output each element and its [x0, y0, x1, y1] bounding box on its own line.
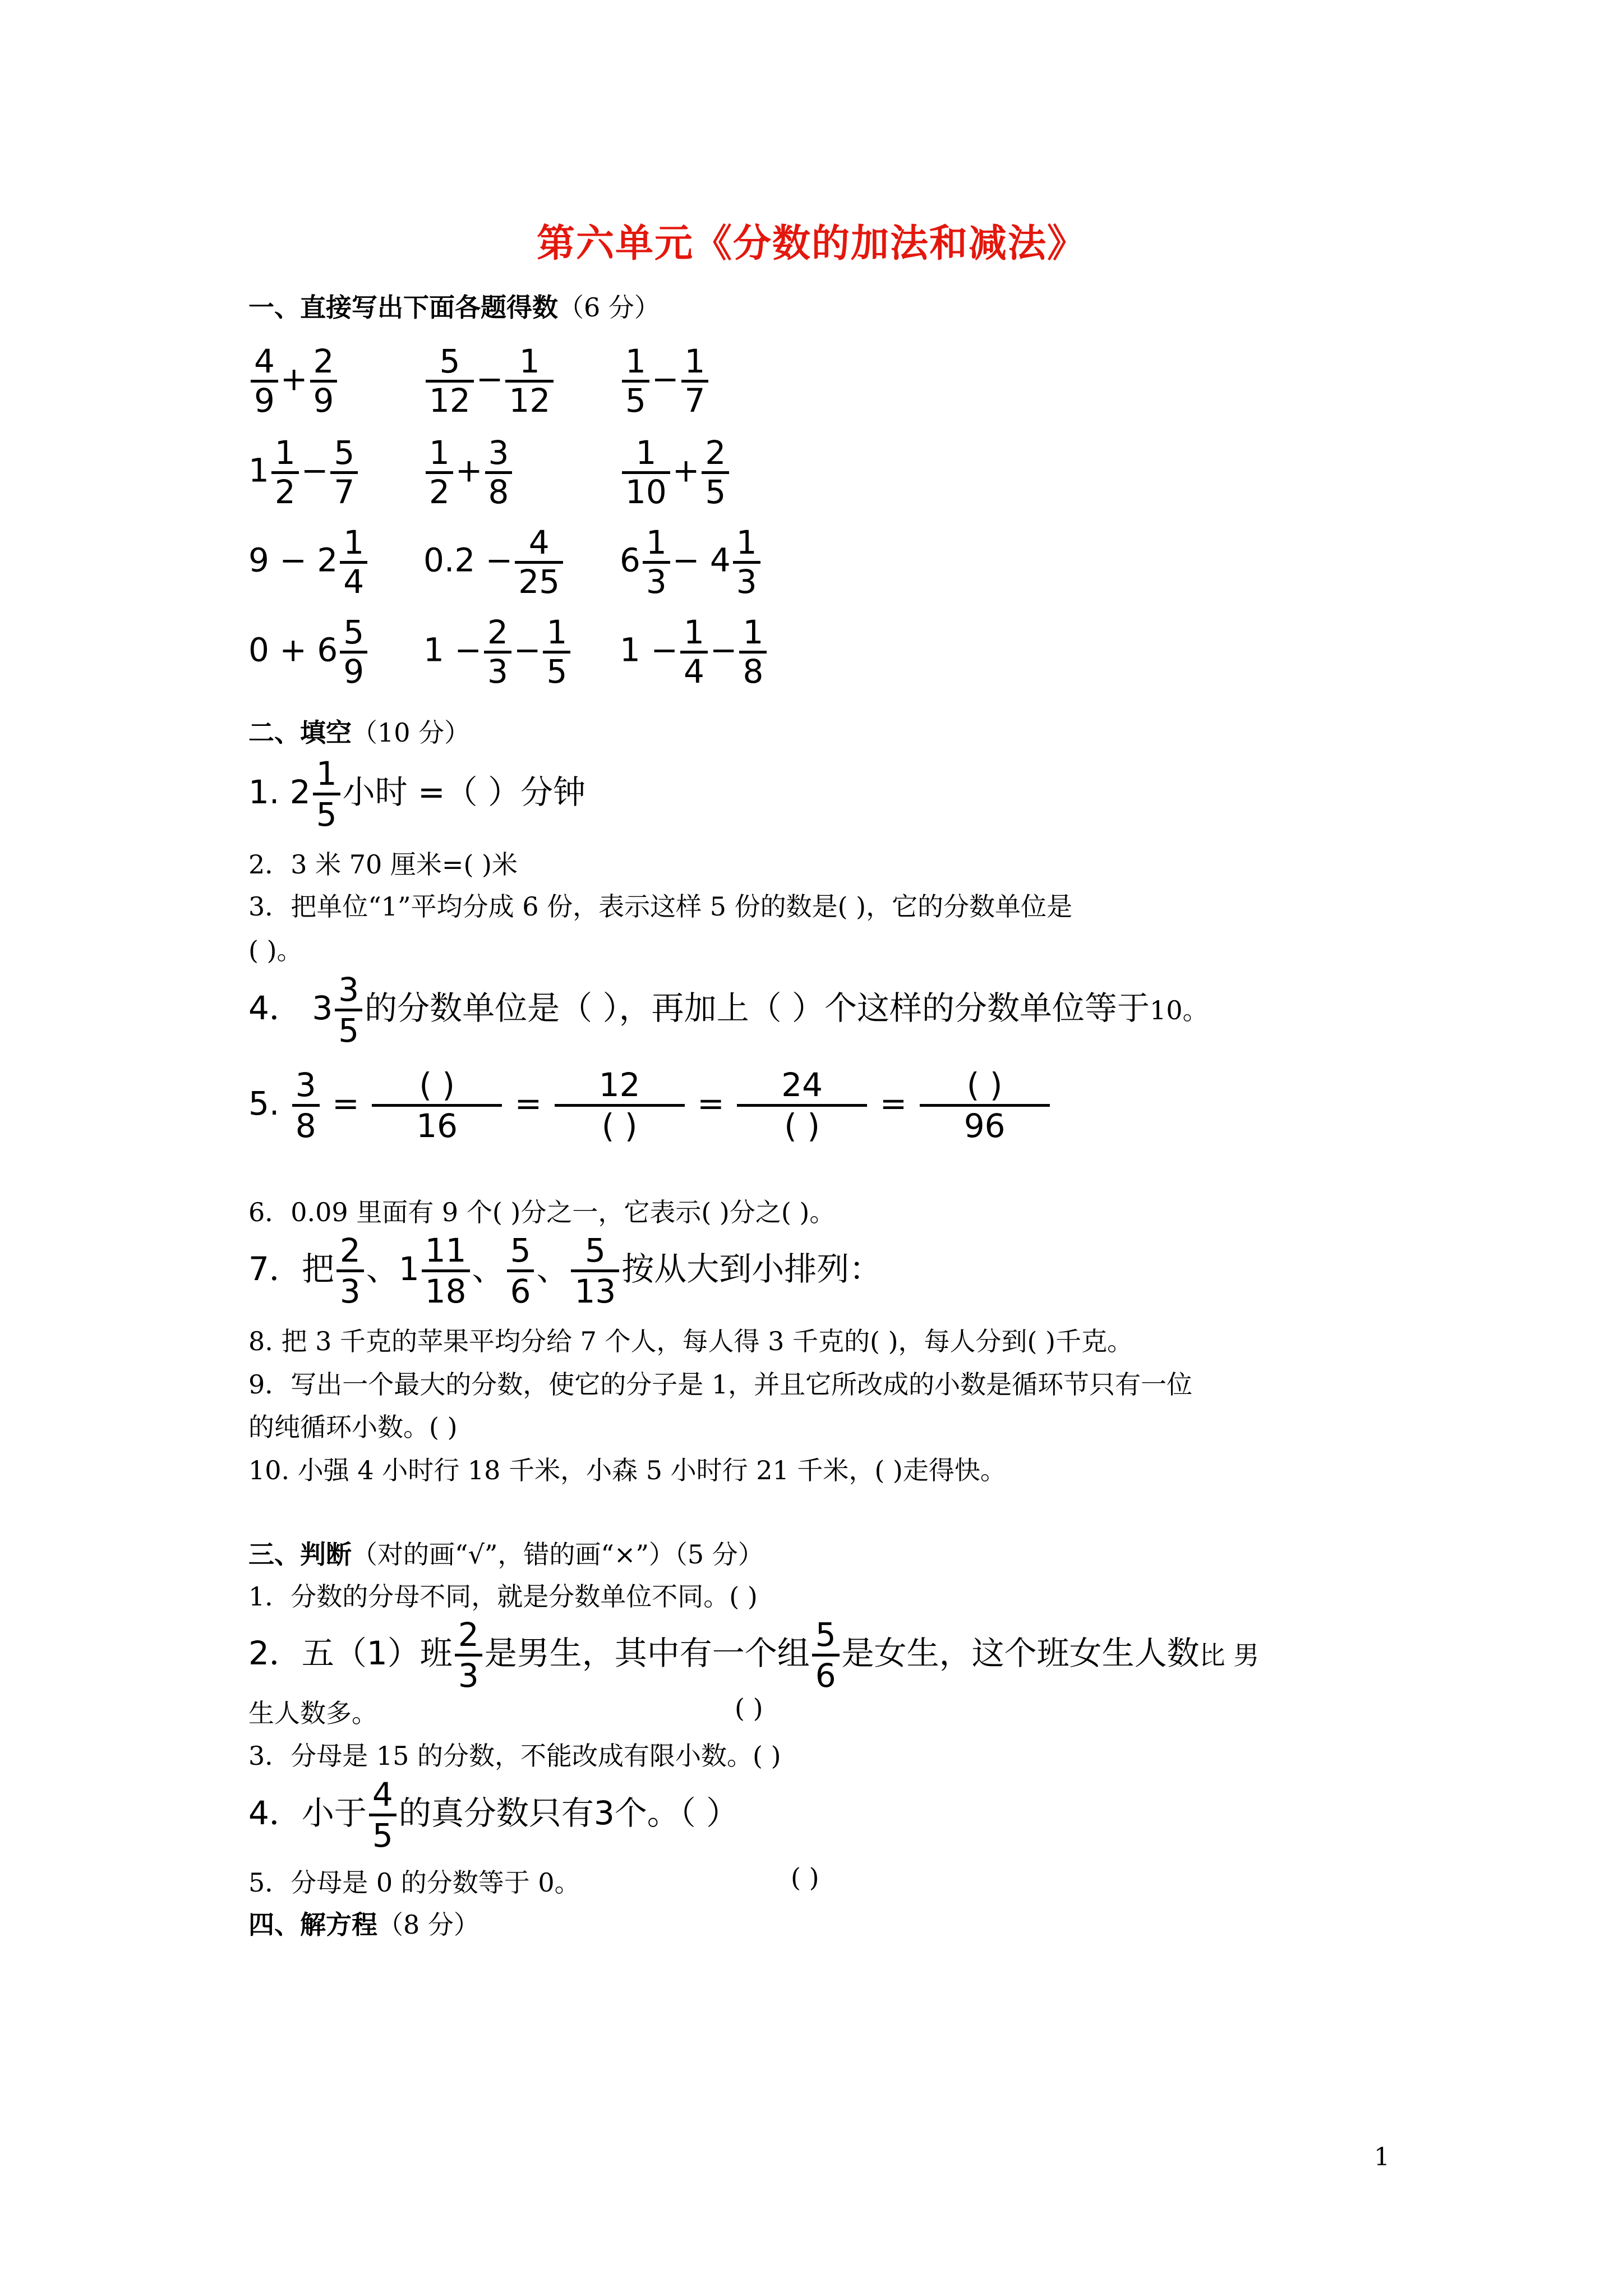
calc-item [423, 343, 556, 419]
fill-q4-post: 的分数单位是（ ），再加上（ ）个这样的分数单位等于 [365, 989, 1150, 1028]
fraction [484, 614, 511, 690]
section3-heading [248, 1534, 764, 1571]
fraction-numerator: 1 [313, 754, 340, 795]
calc-item [620, 435, 731, 510]
fraction-denominator: 25 [518, 562, 560, 601]
fraction [426, 343, 474, 419]
fill-q10: 10. 小强 4 小时行 18 千米，小森 5 小时行 21 千米，( )走得快。 [248, 1455, 1006, 1485]
fraction-numerator: 1 [340, 524, 367, 564]
fill-q5-fraction-a [372, 1066, 502, 1145]
fraction [505, 343, 554, 419]
fill-q7-fraction-3 [507, 1231, 534, 1311]
operator: − 4 [672, 541, 731, 579]
judge-q2-tail: 比 男 [1199, 1640, 1260, 1671]
calc-prefix: 1 − [423, 631, 482, 669]
calc-item [248, 614, 370, 690]
fraction-denominator: 4 [343, 562, 365, 601]
fraction-numerator: 1 [680, 614, 708, 654]
section4-heading [248, 1904, 479, 1941]
fraction-denominator: 12 [429, 381, 471, 420]
section1-heading [248, 287, 660, 324]
fraction-numerator: 5 [507, 1231, 534, 1272]
calc-prefix: 1 − [620, 631, 678, 669]
fraction-denominator: 5 [338, 1011, 359, 1050]
fill-q9-line1: 9．写出一个最大的分数，使它的分子是 1，并且它所改成的小数是循环节只有一位 [248, 1369, 1193, 1400]
fraction-denominator: 3 [487, 652, 508, 691]
fill-q5-fraction-given [292, 1066, 320, 1145]
calc-item [423, 435, 514, 510]
fill-q5-fraction-b [555, 1066, 685, 1145]
judge-q4-pre: 4．小于 [248, 1794, 367, 1833]
operator: − [513, 631, 541, 669]
fraction [426, 435, 453, 510]
calc-item [248, 524, 370, 600]
fraction-denominator: 6 [510, 1272, 531, 1311]
judge-q4-post: 的真分数只有3个。（ ） [398, 1794, 739, 1833]
list-separator: 、 [536, 1250, 569, 1289]
fraction-denominator: 4 [683, 652, 704, 691]
operator: + [672, 451, 700, 490]
fraction-numerator: 1 [622, 435, 670, 474]
fraction-denominator: 7 [684, 381, 706, 420]
fraction [271, 435, 299, 510]
section3-points: （对的画“√”，错的画“×”）（5 分） [352, 1539, 764, 1570]
fraction-numerator: ( ) [920, 1066, 1050, 1107]
fill-q4-pre: 4． 3 [248, 989, 333, 1028]
calc-item [423, 524, 565, 600]
fraction-numerator: 4 [369, 1775, 396, 1816]
fraction-denominator: 3 [339, 1272, 361, 1311]
judge-q2-blank: ( ) [735, 1693, 763, 1723]
fraction-denominator: 5 [372, 1816, 393, 1855]
fill-q7-post: 按从大到小排列： [621, 1250, 882, 1289]
equals-sign: = [514, 1084, 542, 1123]
calc-item [248, 343, 339, 419]
fraction [733, 524, 760, 600]
calc-prefix: 0 + 6 [248, 631, 338, 669]
fraction-numerator: 5 [571, 1231, 619, 1272]
fraction [340, 524, 367, 600]
calc-prefix: 9 − 2 [248, 541, 338, 579]
calc-item [423, 614, 573, 690]
operator: − [301, 451, 329, 490]
calc-item [620, 343, 711, 419]
fill-q1-post: 小时 =（ ）分钟 [342, 773, 586, 812]
fill-q1-fraction [313, 754, 340, 834]
equals-sign: = [332, 1084, 359, 1123]
fraction-numerator: 5 [812, 1616, 840, 1657]
judge-q4-fraction [369, 1775, 396, 1855]
fill-q7-fraction-1 [336, 1231, 364, 1311]
page-number: 1 [1374, 2143, 1390, 2171]
fraction-denominator: ( ) [601, 1107, 638, 1145]
judge-q2-post: 是女生，这个班女生人数 [841, 1634, 1200, 1673]
fraction-numerator: 5 [426, 343, 474, 383]
section2-heading-text: 二、填空 [248, 717, 352, 748]
judge-q2-fraction-1 [455, 1616, 482, 1695]
fraction [680, 614, 708, 690]
fraction-numerator: 2 [310, 343, 338, 383]
judge-q1: 1．分数的分母不同，就是分数单位不同。( ) [248, 1581, 758, 1612]
fraction [543, 614, 570, 690]
fraction-numerator: 2 [336, 1231, 364, 1272]
fill-q4-fraction [335, 970, 362, 1050]
fill-q7-fraction-2 [422, 1231, 470, 1311]
fraction-numerator: 5 [340, 614, 367, 654]
operator: − [709, 631, 737, 669]
fraction-denominator: 12 [509, 381, 551, 420]
calc-prefix: 0.2 − [423, 541, 513, 579]
fraction-numerator: 1 [643, 524, 670, 564]
fraction-denominator: 96 [963, 1107, 1006, 1145]
judge-q5-blank: ( ) [791, 1862, 819, 1893]
fraction-denominator: ( ) [784, 1107, 820, 1145]
operator: + [455, 451, 483, 490]
fraction-denominator: 3 [645, 562, 667, 601]
fraction-denominator: 18 [425, 1272, 467, 1311]
fraction-numerator: 4 [251, 343, 278, 383]
fill-q4-tail: 10。 [1150, 995, 1209, 1026]
judge-q2 [248, 1616, 1259, 1695]
calc-item [620, 614, 769, 690]
fraction [622, 435, 670, 510]
list-separator: 、 [472, 1250, 505, 1289]
list-separator: 、 [366, 1250, 399, 1289]
calc-item [248, 435, 360, 510]
section2-heading [248, 712, 470, 749]
fraction-denominator: 7 [334, 472, 355, 511]
fill-q3-line1: 3．把单位“1”平均分成 6 份，表示这样 5 份的数是( )，它的分数单位是 [248, 891, 1073, 922]
fill-q1-pre: 1. 2 [248, 773, 311, 812]
fraction-numerator: 1 [681, 343, 709, 383]
fraction-denominator: 8 [295, 1107, 316, 1145]
fraction [515, 524, 563, 600]
fraction-denominator: 9 [343, 652, 365, 691]
equals-sign: = [697, 1084, 725, 1123]
fraction-numerator: 3 [485, 435, 513, 474]
fill-q8: 8. 把 3 千克的苹果平均分给 7 个人，每人得 3 千克的( )，每人分到( )千克。 [248, 1326, 1133, 1356]
judge-q2-fraction-2 [812, 1616, 840, 1695]
fill-q9-line2: 的纯循环小数。( ) [248, 1412, 458, 1442]
fraction-denominator: 2 [274, 472, 296, 511]
fraction [643, 524, 670, 600]
fill-q5-fraction-c [737, 1066, 867, 1145]
fill-q6: 6．0.09 里面有 9 个( )分之一，它表示( )分之( )。 [248, 1197, 836, 1227]
fraction-denominator: 5 [546, 652, 568, 691]
judge-q3: 3．分母是 15 的分数，不能改成有限小数。( ) [248, 1741, 781, 1771]
fraction-numerator: 1 [271, 435, 299, 474]
fill-q7-fraction-4 [571, 1231, 619, 1311]
fraction-denominator: 16 [416, 1107, 458, 1145]
fraction-numerator: 2 [702, 435, 729, 474]
section1-points: （6 分） [558, 292, 660, 323]
fraction [310, 343, 338, 419]
fraction-denominator: 3 [736, 562, 757, 601]
fraction-numerator: 4 [515, 524, 563, 564]
fill-q1 [248, 754, 585, 834]
fraction [702, 435, 729, 510]
fill-q5-fraction-d [920, 1066, 1050, 1145]
fraction-numerator: 12 [555, 1066, 685, 1107]
section4-points: （8 分） [377, 1910, 479, 1940]
calc-item [620, 524, 763, 600]
section2-points: （10 分） [352, 717, 471, 748]
operator: − [476, 360, 504, 398]
fraction-denominator: 9 [313, 381, 334, 420]
judge-q2-mid: 是男生，其中有一个组 [484, 1634, 810, 1673]
fill-q7-pre: 7．把 [248, 1250, 334, 1289]
fraction-numerator: 3 [292, 1066, 320, 1107]
section1-heading-text: 一、直接写出下面各题得数 [248, 292, 558, 323]
fraction-denominator: 5 [705, 472, 726, 511]
fraction [681, 343, 709, 419]
fraction-numerator: 3 [335, 970, 362, 1011]
page-title: 第六单元《分数的加法和减法》 [536, 221, 1086, 266]
fraction-denominator: 8 [743, 652, 764, 691]
fraction-denominator: 10 [625, 472, 667, 511]
judge-q2-pre: 2．五（1）班 [248, 1634, 453, 1673]
fraction-denominator: 9 [254, 381, 275, 420]
fraction-numerator: 2 [455, 1616, 482, 1657]
fraction-numerator: 1 [622, 343, 649, 383]
fraction-denominator: 5 [625, 381, 646, 420]
judge-q2-line2: 生人数多。 [248, 1698, 377, 1728]
judge-q4 [248, 1775, 739, 1855]
fraction-numerator: 2 [484, 614, 511, 654]
fraction-denominator: 13 [574, 1272, 616, 1311]
fraction-numerator: 11 [422, 1231, 470, 1272]
fraction-denominator: 8 [488, 472, 509, 511]
whole-number: 1 [248, 451, 269, 490]
fraction-numerator: 1 [739, 614, 767, 654]
section4-heading-text: 四、解方程 [248, 1910, 377, 1940]
fraction-denominator: 6 [815, 1657, 836, 1695]
whole-number: 6 [620, 541, 640, 579]
fraction-denominator: 2 [429, 472, 450, 511]
fraction-numerator: 1 [426, 435, 453, 474]
operator: + [280, 360, 308, 398]
fraction-numerator: 1 [505, 343, 554, 383]
fill-q5-pre: 5. [248, 1084, 280, 1123]
fill-q2: 2．3 米 70 厘米=( )米 [248, 849, 518, 880]
equals-sign: = [879, 1084, 907, 1123]
fill-q7-whole-2: 1 [398, 1250, 419, 1289]
fraction [739, 614, 767, 690]
fill-q5 [248, 1066, 1052, 1145]
fraction-numerator: 24 [737, 1066, 867, 1107]
fraction [251, 343, 278, 419]
fraction-numerator: 1 [543, 614, 570, 654]
fill-q4 [248, 970, 1209, 1050]
judge-q5: 5．分母是 0 的分数等于 0。 [248, 1867, 580, 1898]
section3-heading-text: 三、判断 [248, 1539, 352, 1570]
fraction [622, 343, 649, 419]
fill-q3-line2: ( )。 [248, 935, 303, 965]
fraction [340, 614, 367, 690]
fill-q7 [248, 1231, 882, 1311]
fraction-numerator: 1 [733, 524, 760, 564]
fraction [485, 435, 513, 510]
fraction-numerator: 5 [330, 435, 358, 474]
fraction-denominator: 3 [458, 1657, 479, 1695]
fraction-denominator: 5 [316, 795, 337, 834]
fraction-numerator: ( ) [372, 1066, 502, 1107]
fraction [330, 435, 358, 510]
operator: − [651, 360, 679, 398]
